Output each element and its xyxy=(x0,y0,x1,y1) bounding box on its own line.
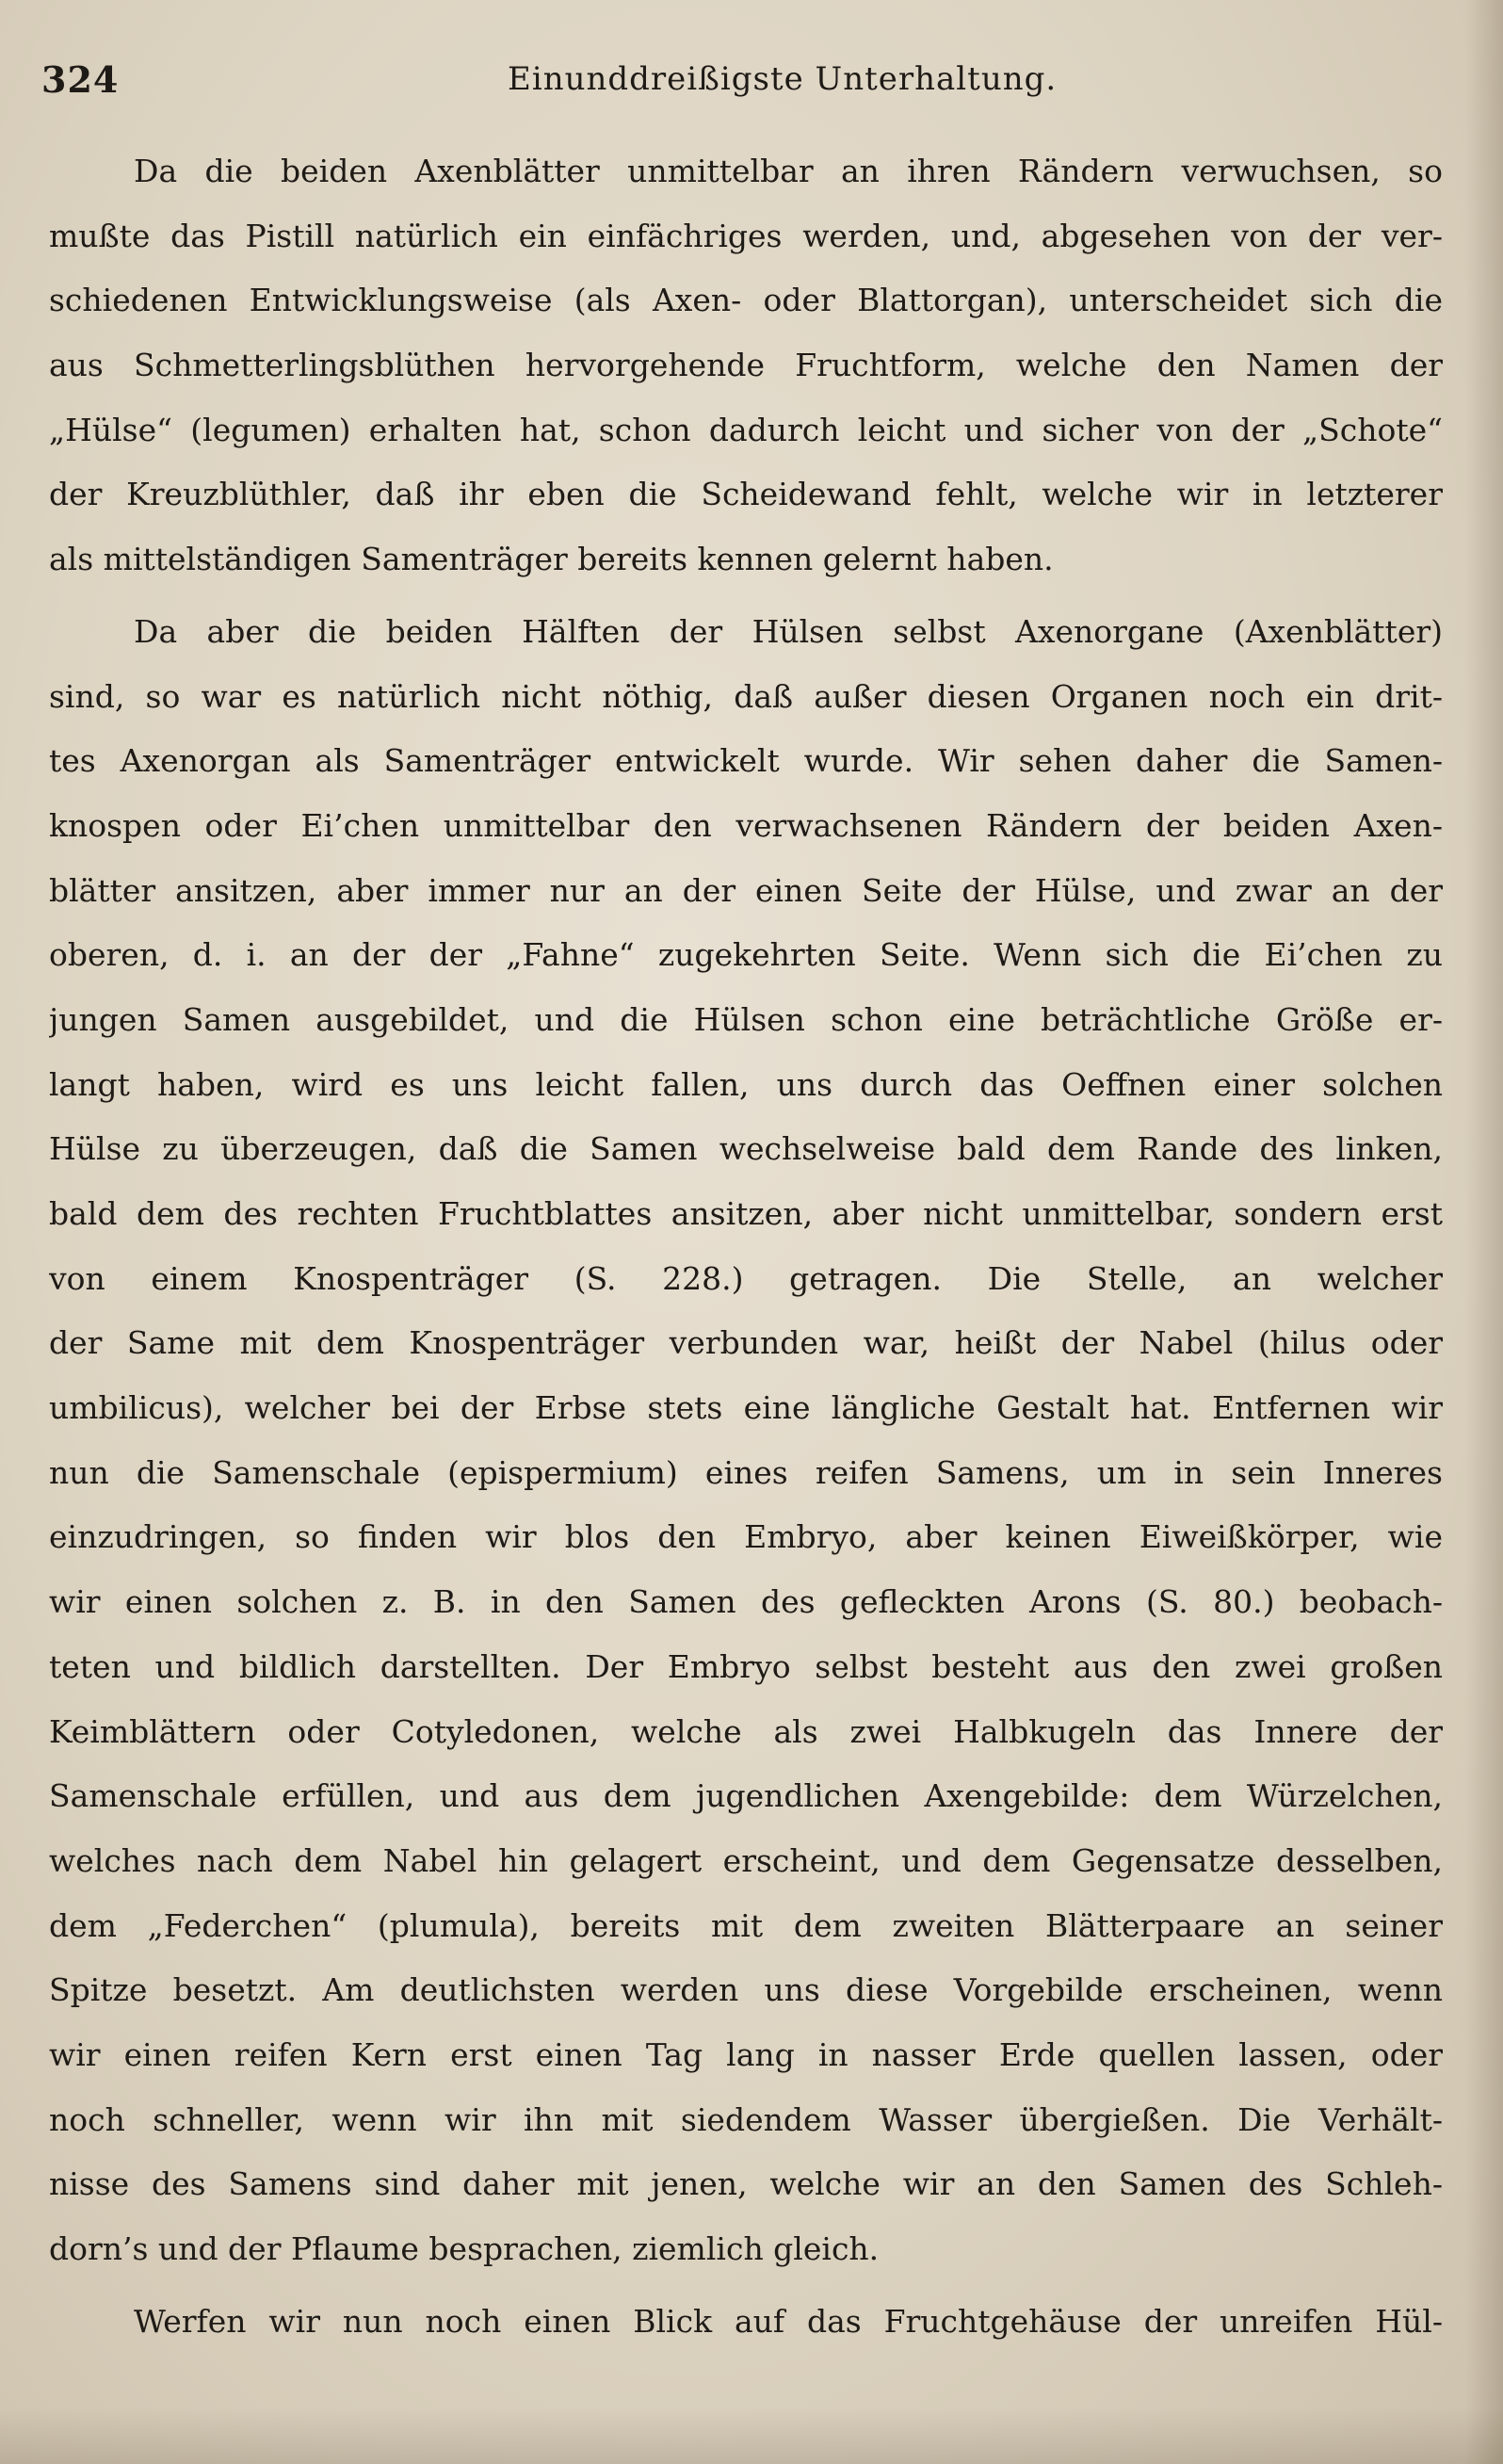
text-line: Da die beiden Axenblätter unmittelbar an ihren Rändern verwuchsen, so xyxy=(134,153,1443,189)
text-line: umbilicus), welcher bei der Erbse stets eine längliche Gestalt hat. Entfernen wir xyxy=(49,1389,1443,1427)
text-line: aus Schmetterlingsblüthen hervorgehende Fruchtform, welche den Namen der xyxy=(49,347,1443,384)
text-line: als mittelständigen Samenträger bereits kennen gelernt haben. xyxy=(49,541,1054,578)
running-title: Einunddreißigste Unterhaltung. xyxy=(508,60,1058,98)
text-line: der Kreuzblüthler, daß ihr eben die Scheidewand fehlt, welche wir in letzterer xyxy=(49,476,1443,513)
body-text xyxy=(49,139,1443,2361)
text-line: Hülse zu überzeugen, daß die Samen wechselweise bald dem Rande des linken, xyxy=(49,1130,1443,1168)
page-bottom-shadow xyxy=(0,2407,1503,2464)
text-line: Da aber die beiden Hälften der Hülsen selbst Axenorgane (Axenblätter) xyxy=(134,612,1443,650)
page-edge-shadow xyxy=(1465,0,1503,2464)
text-line: „Hülse“ (legumen) erhalten hat, schon dadurch leicht und sicher von der „Schote“ xyxy=(49,411,1443,448)
text-line: Keimblättern oder Cotyledonen, welche als zwei Halbkugeln das Innere der xyxy=(49,1712,1443,1750)
text-line: sind, so war es natürlich nicht nöthig, daß außer diesen Organen noch ein drit- xyxy=(49,677,1443,715)
text-line: langt haben, wird es uns leicht fallen, uns durch das Oeffnen einer solchen xyxy=(49,1065,1443,1103)
text-line: dem „Federchen“ (plumula), bereits mit dem zweiten Blätterpaare an seiner xyxy=(49,1906,1443,1944)
text-line: teten und bildlich darstellten. Der Embryo selbst besteht aus den zwei großen xyxy=(49,1647,1443,1685)
text-line: wir einen solchen z. B. in den Samen des gefleckten Arons (S. 80.) beobach- xyxy=(49,1583,1443,1621)
text-line: welches nach dem Nabel hin gelagert erscheint, und dem Gegensatze desselben, xyxy=(49,1841,1443,1879)
text-line: blätter ansitzen, aber immer nur an der einen Seite der Hülse, und zwar an der xyxy=(49,871,1443,909)
text-line: der Same mit dem Knospenträger verbunden war, heißt der Nabel (hilus oder xyxy=(49,1324,1443,1362)
text-line: jungen Samen ausgebildet, und die Hülsen schon eine beträchtliche Größe er- xyxy=(49,1000,1443,1038)
text-line: von einem Knospenträger (S. 228.) getragen. Die Stelle, an welcher xyxy=(49,1259,1443,1297)
text-line: einzudringen, so finden wir blos den Embryo, aber keinen Eiweißkörper, wie xyxy=(49,1518,1443,1556)
text-line: Samenschale erfüllen, und aus dem jugendlichen Axengebilde: dem Würzelchen, xyxy=(49,1777,1443,1815)
text-line: noch schneller, wenn wir ihn mit siedendem Wasser übergießen. Die Verhält- xyxy=(49,2100,1443,2138)
text-line: knospen oder Ei’chen unmittelbar den verwachsenen Rändern der beiden Axen- xyxy=(49,806,1443,844)
text-line: schiedenen Entwicklungsweise (als Axen- oder Blattorgan), unterscheidet sich die xyxy=(49,282,1443,319)
text-line: oberen, d. i. an der der „Fahne“ zugekehrten Seite. Wenn sich die Ei’chen zu xyxy=(49,936,1443,974)
text-line: wir einen reifen Kern erst einen Tag lang in nasser Erde quellen lassen, oder xyxy=(49,2035,1443,2073)
text-line: nun die Samenschale (epispermium) eines reifen Samens, um in sein Inneres xyxy=(49,1453,1443,1491)
text-line: bald dem des rechten Fruchtblattes ansitzen, aber nicht unmittelbar, sondern erst xyxy=(49,1195,1443,1232)
page-number: 324 xyxy=(41,58,120,101)
paragraph-2 xyxy=(49,600,1443,2282)
text-line: Werfen wir nun noch einen Blick auf das Fruchtgehäuse der unreifen Hül- xyxy=(134,2302,1443,2340)
paragraph-1 xyxy=(49,139,1443,592)
text-line: dorn’s und der Pflaume besprachen, ziemlich gleich. xyxy=(49,2230,880,2267)
paragraph-3 xyxy=(49,2290,1443,2355)
text-line: mußte das Pistill natürlich ein einfächriges werden, und, abgesehen von der ver- xyxy=(49,217,1443,254)
text-line: nisse des Samens sind daher mit jenen, welche wir an den Samen des Schleh- xyxy=(49,2165,1443,2203)
running-head xyxy=(41,58,1454,115)
text-line: Spitze besetzt. Am deutlichsten werden uns diese Vorgebilde erscheinen, wenn xyxy=(49,1971,1443,2009)
text-line: tes Axenorgan als Samenträger entwickelt wurde. Wir sehen daher die Samen- xyxy=(49,742,1443,780)
